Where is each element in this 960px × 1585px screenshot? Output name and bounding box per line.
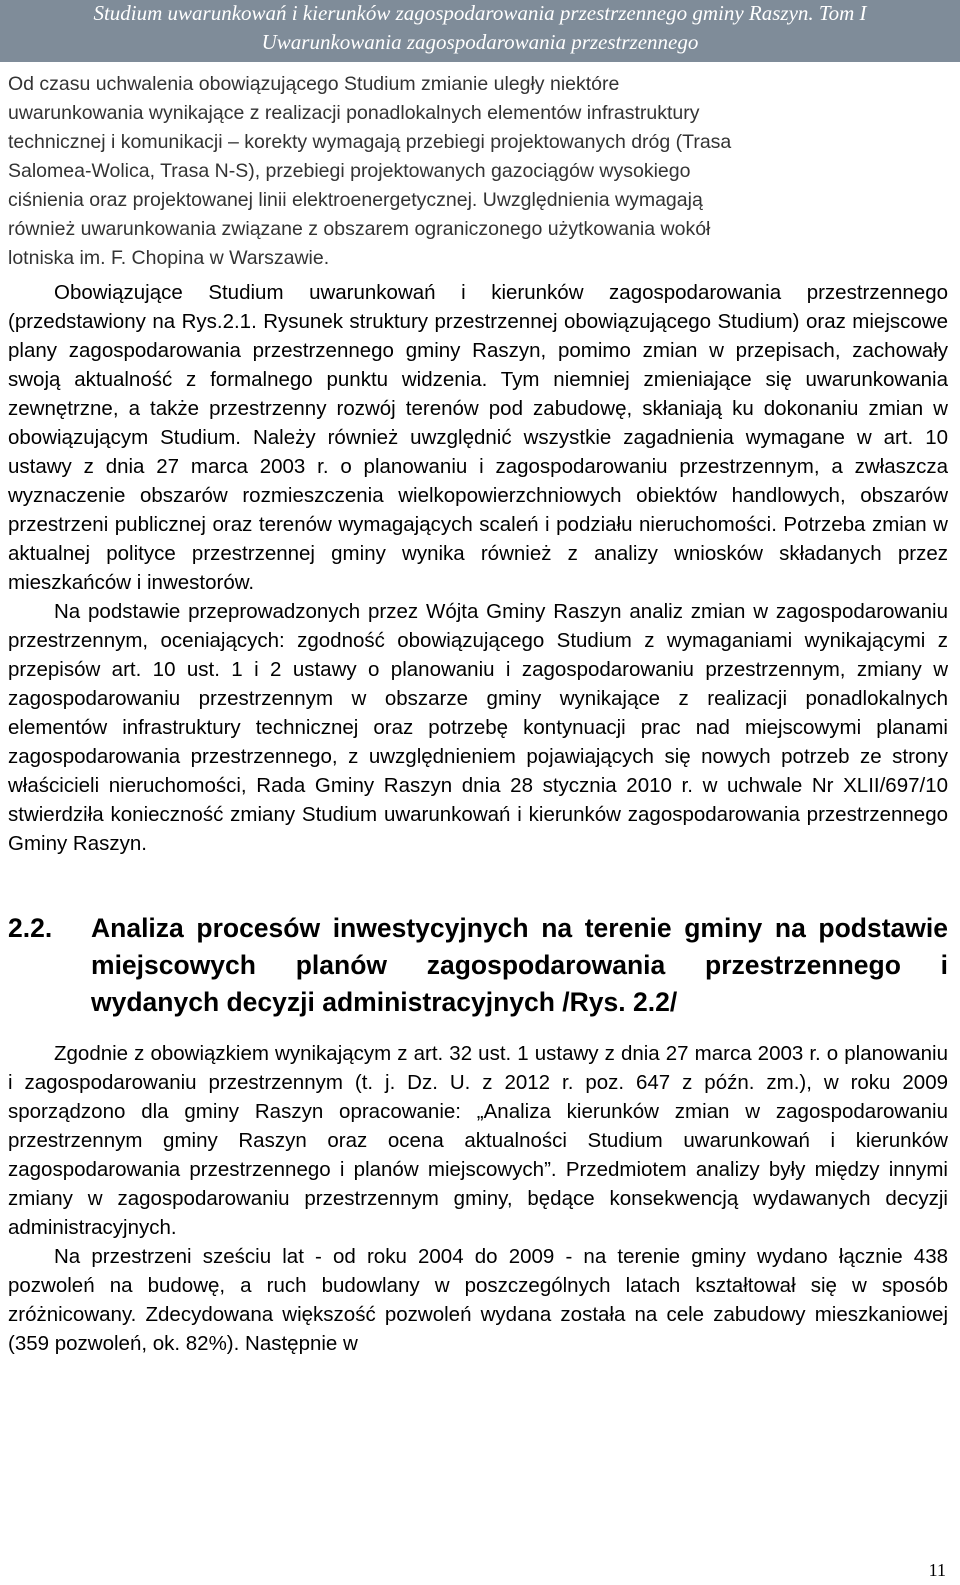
paragraph-changes-intro [8, 70, 948, 273]
paragraph-current-studium: Obowiązujące Studium uwarunkowań i kierunków zagospodarowania przestrzennego (przedstawiony na Rys.2.1. Rysunek struktury przestrzennej obowiązującego Studium) oraz miejscowe plany zagospodarowania przestrzennego gminy Raszyn, pomimo zmian w przepisach, zachowały swoją aktualność z formalnego punktu widzenia. Tym niemniej zmieniające się uwarunkowania zewnętrzne, a także przestrzenny rozwój terenów pod zabudowę, skłaniają ku dokonaniu zmian w obowiązującym Studium. Należy również uwzględnić wszystkie zagadnienia wymagane w art. 10 ustawy z dnia 27 marca 2003 r. o planowaniu i zagospodarowaniu przestrzennym, a zwłaszcza wyznaczenie obszarów rozmieszczenia wielkopowierzchniowych obiektów handlowych, obszarów przestrzeni publicznej oraz terenów wymagających scaleń i podziału nieruchomości. Potrzeba zmian w aktualnej polityce przestrzennej gminy wynika również z analizy wniosków składanych przez mieszkańców i inwestorów. [8, 281, 948, 594]
section-heading [8, 910, 948, 1021]
paragraph-line: technicznej i komunikacji – korekty wymagają przebiegi projektowanych dróg (Trasa [8, 131, 732, 153]
paragraph-building-permits: Na przestrzeni sześciu lat - od roku 2004 do 2009 - na terenie gminy wydano łącznie 438 pozwoleń na budowę, a ruch budowlany w poszczególnych latach kształtował się w sposób zróżnicowany. Zdecydowana większość pozwoleń wydana została na cele zabudowy mieszkaniowej (359 pozwoleń, ok. 82%). Następnie w [8, 1245, 948, 1355]
page-number: 11 [928, 1560, 946, 1580]
paragraph-line: uwarunkowania wynikające z realizacji ponadlokalnych elementów infrastruktury [8, 102, 700, 124]
paragraph-line: Od czasu uchwalenia obowiązującego Studium zmianie uległy niektóre [8, 73, 620, 95]
header-volume-subtitle: Uwarunkowania zagospodarowania przestrzennego [261, 30, 699, 54]
header-document-title: Studium uwarunkowań i kierunków zagospodarowania przestrzennego gminy Raszyn. Tom I [93, 1, 867, 25]
paragraph-line: również uwarunkowania związane z obszarem ograniczonego użytkowania wokół [8, 218, 711, 240]
paragraph-analysis: Zgodnie z obowiązkiem wynikającym z art. 32 ust. 1 ustawy z dnia 27 marca 2003 r. o planowaniu i zagospodarowaniu przestrzennym (t. j. Dz. U. z 2012 r. poz. 647 z późn. zm.), w roku 2009 sporządzono dla gminy Raszyn opracowanie: „Analiza kierunków zmian w zagospodarowaniu przestrzennym gminy Raszyn oraz ocena aktualności Studium uwarunkowań i kierunków zagospodarowania przestrzennego i planów miejscowych”. Przedmiotem analizy były między innymi zmiany w zagospodarowaniu przestrzennym gminy, będące konsekwencją wydawanych decyzji administracyjnych. [8, 1042, 948, 1239]
paragraph-line: Salomea-Wolica, Trasa N-S), przebiegi projektowanych gazociągów wysokiego [8, 160, 691, 182]
section-number: 2.2. [8, 913, 53, 943]
paragraph-council-resolution: Na podstawie przeprowadzonych przez Wójta Gminy Raszyn analiz zmian w zagospodarowaniu przestrzennym, oceniających: zgodność obowiązującego Studium z wymaganiami wynikającymi z przepisów art. 10 ust. 1 i 2 ustawy o planowaniu i zagospodarowaniu przestrzennym, zmiany w zagospodarowaniu przestrzennym w obszarze gminy wynikające z realizacji ponadlokalnych elementów infrastruktury technicznej oraz potrzebę kontynuacji prac nad miejscowymi planami zagospodarowania przestrzennego, z uwzględnieniem pojawiających się nowych potrzeb ze strony właścicieli nieruchomości, Rada Gminy Raszyn dnia 28 stycznia 2010 r. w uchwale Nr XLII/697/10 stwierdziła konieczność zmiany Studium uwarunkowań i kierunków zagospodarowania przestrzennego Gminy Raszyn. [8, 600, 948, 855]
paragraph-line: lotniska im. F. Chopina w Warszawie. [8, 247, 330, 269]
paragraph-line: ciśnienia oraz projektowanej linii elektroenergetycznej. Uwzględnienia wymagają [8, 189, 703, 211]
section-title: Analiza procesów inwestycyjnych na terenie gminy na podstawie miejscowych planów zagospodarowania przestrzennego i wydanych decyzji administracyjnych /Rys. 2.2/ [91, 913, 948, 1017]
page-header [0, 0, 960, 62]
document-body [8, 70, 948, 1358]
